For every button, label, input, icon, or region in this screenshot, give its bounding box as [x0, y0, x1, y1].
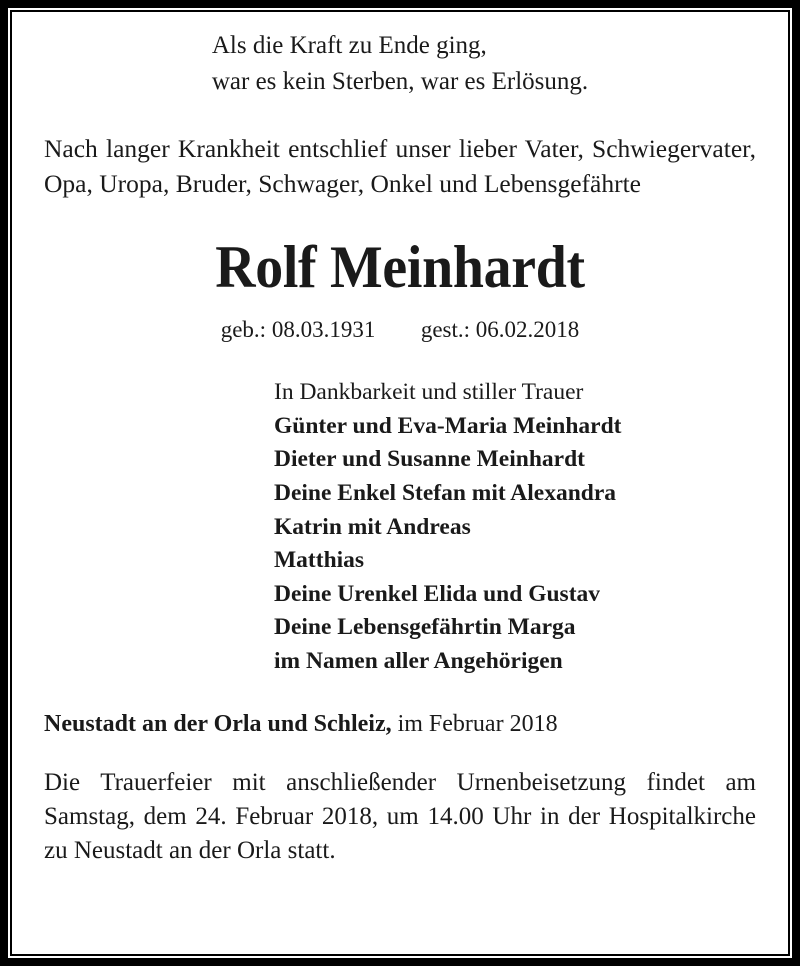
obituary-content — [10, 10, 790, 956]
life-dates — [44, 316, 756, 344]
epitaph-verse-line-2: war es kein Sterben, war es Erlösung. — [211, 67, 589, 95]
mourner-name: Deine Enkel Stefan mit Alexandra — [274, 480, 617, 507]
mourner-name: Günter und Eva-Maria Meinhardt — [274, 412, 622, 439]
mourner-name: Matthias — [274, 547, 365, 574]
epitaph-verse — [44, 28, 756, 99]
death-label: gest.: — [420, 316, 471, 342]
birth-label: geb.: — [220, 316, 267, 342]
epitaph-verse-line-1: Als die Kraft zu Ende ging, — [211, 32, 487, 59]
place-and-date-line — [44, 709, 756, 739]
mourner-name: Deine Lebensgefährtin Marga — [274, 614, 576, 641]
mourner-name: Katrin mit Andreas — [274, 513, 471, 540]
mourner-name: Deine Urenkel Elida und Gustav — [274, 580, 601, 607]
mourners-lead-text: In Dankbarkeit und stiller Trauer — [274, 379, 584, 406]
mourner-name: im Namen aller Angehörigen — [274, 647, 563, 674]
birth-date: 08.03.1931 — [271, 316, 376, 342]
obituary-inner-rule — [8, 8, 792, 958]
place-name: Neustadt an der Orla und Schleiz, — [44, 710, 392, 737]
death-date: 06.02.2018 — [475, 316, 580, 342]
announcement-paragraph: Nach langer Krankheit entschlief unser lieber Vater, Schwiegervater, Opa, Uropa, Bruder, Schwager, Onkel und Lebensgefährte — [44, 134, 756, 198]
funeral-service-details: Die Trauerfeier mit anschließender Urnenbeisetzung findet am Samstag, dem 24. Februar 2018, um 14.00 Uhr in der Hospitalkirche zu Neustadt an der Orla statt. — [44, 768, 756, 865]
epitaph-verse-block — [212, 28, 588, 99]
mourners-block — [44, 376, 756, 678]
mourner-name: Dieter und Susanne Meinhardt — [274, 446, 585, 473]
notice-date: im Februar 2018 — [391, 710, 558, 737]
deceased-name: Rolf Meinhardt — [215, 233, 585, 300]
